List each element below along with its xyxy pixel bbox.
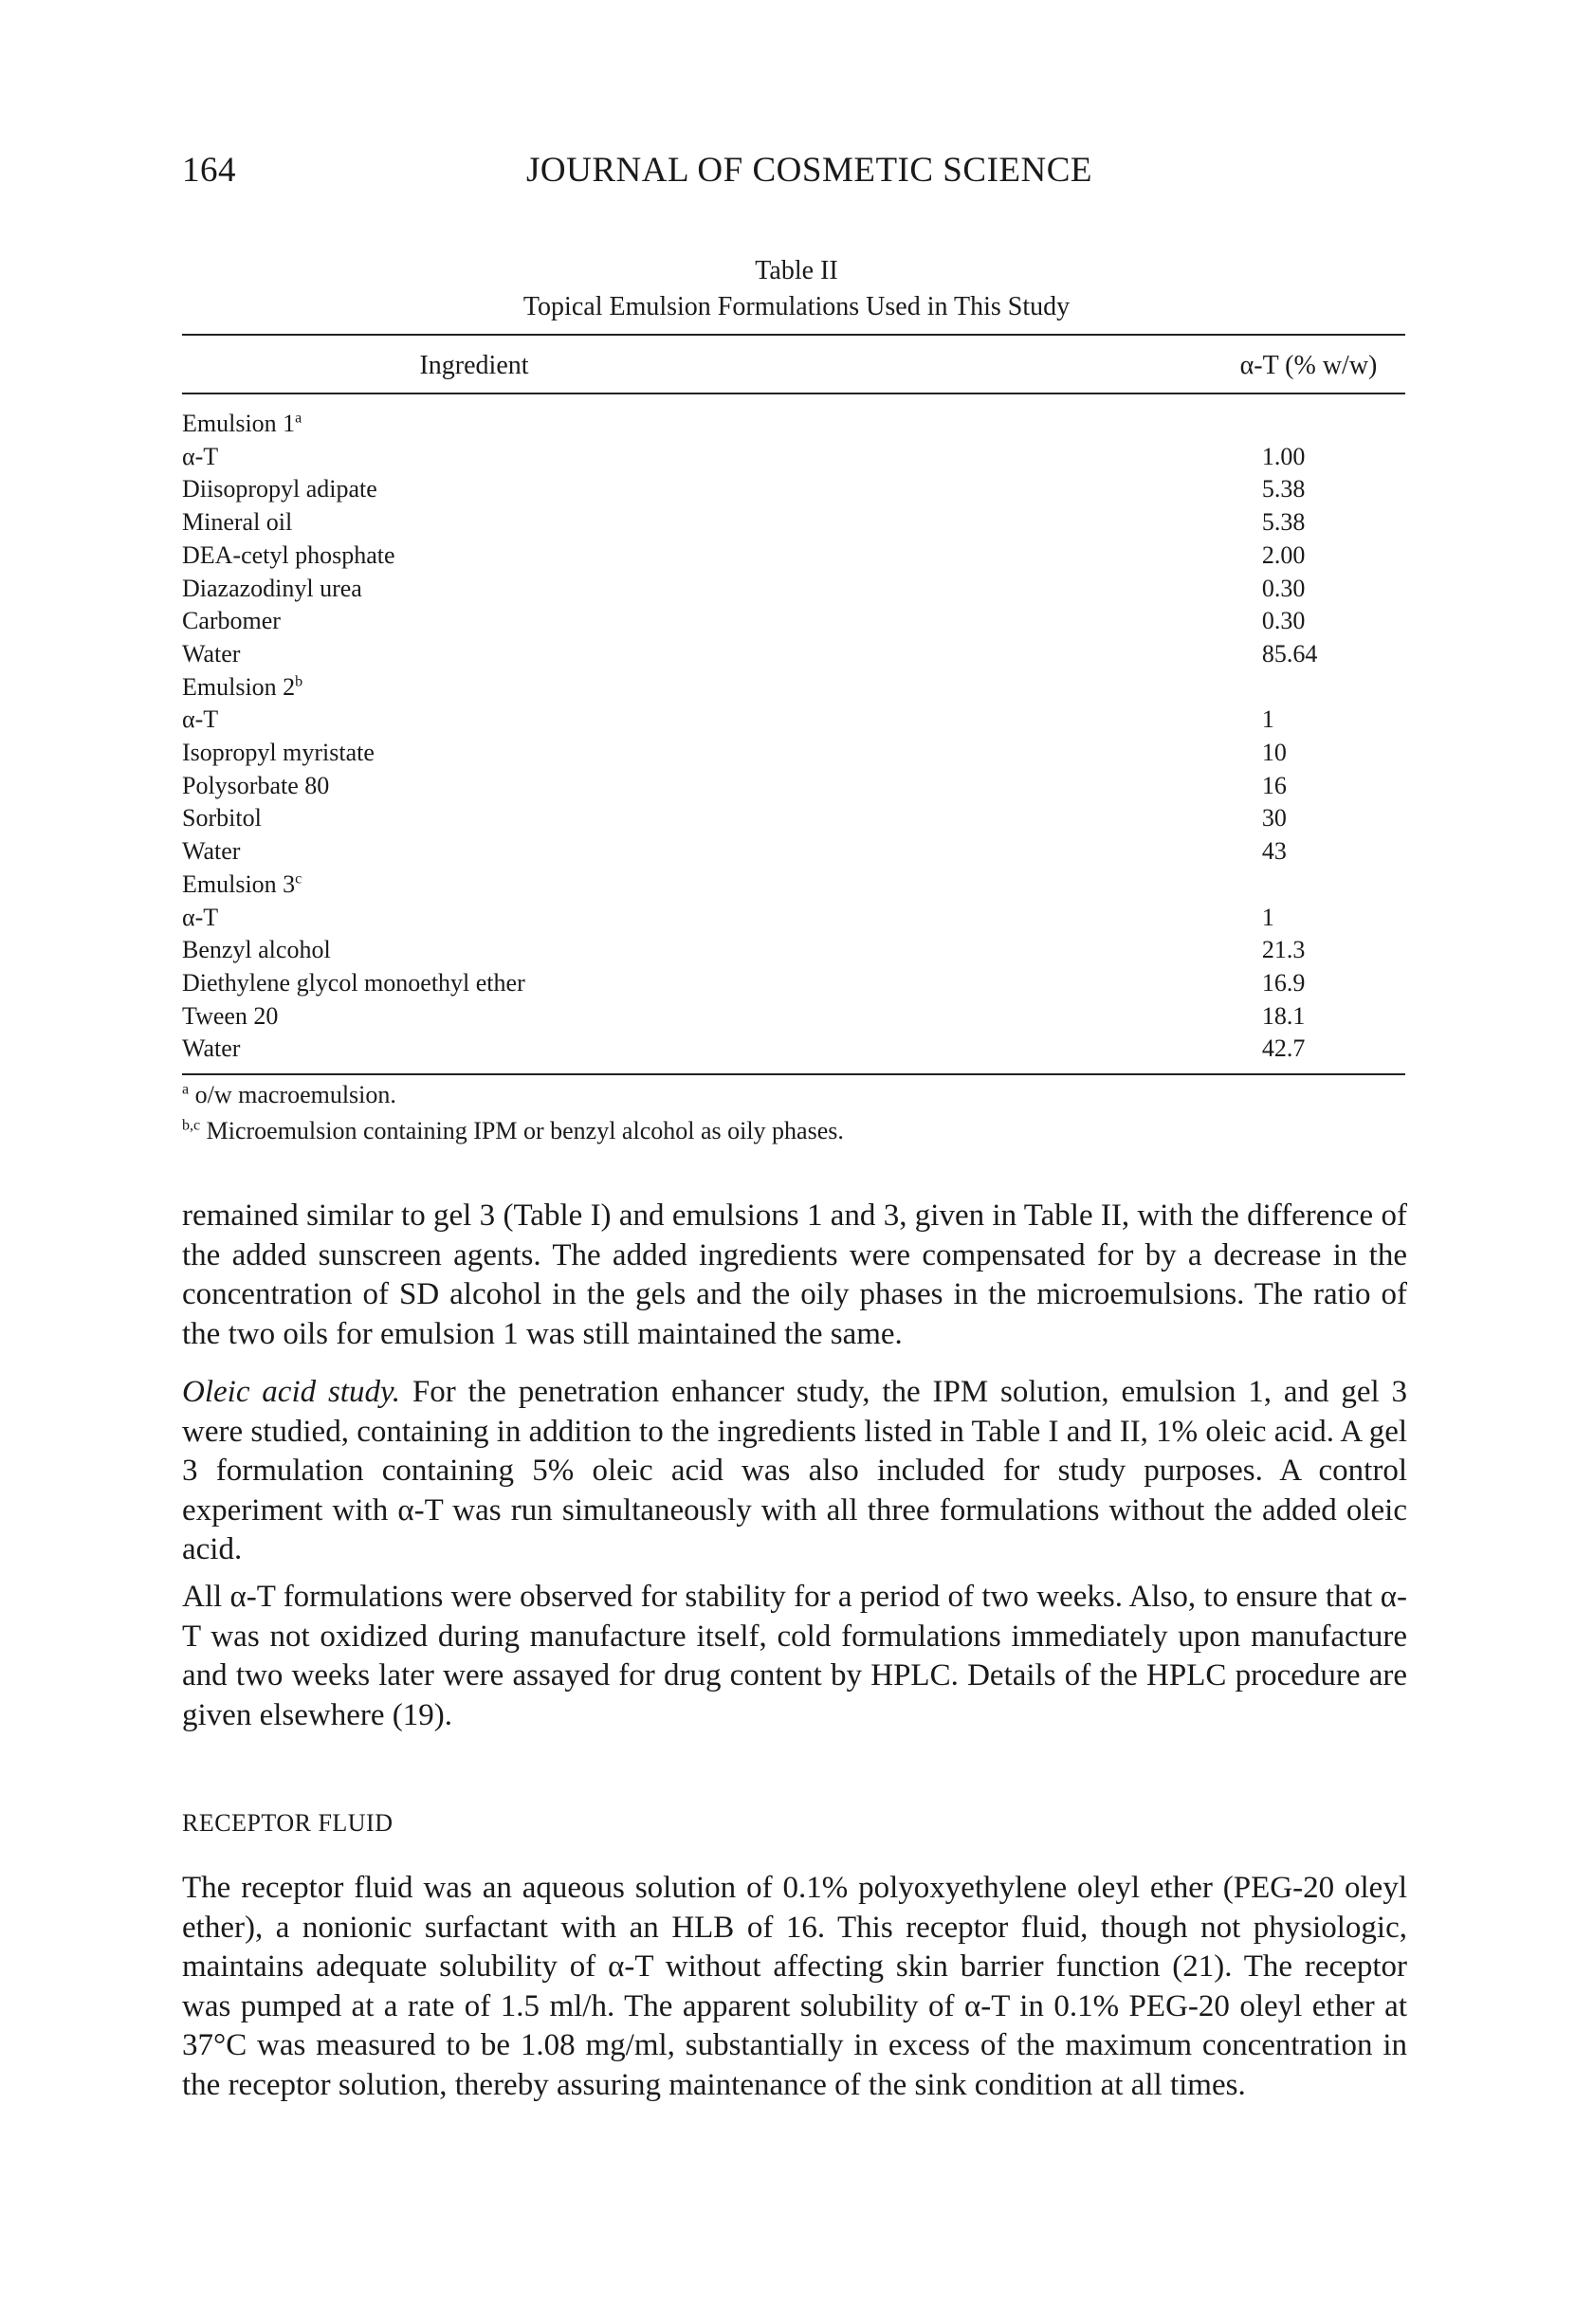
ingredient-name — [182, 1000, 1262, 1034]
column-header-value: α-T (% w/w) — [1239, 351, 1378, 380]
footnote-bc-mark: b,c — [182, 1117, 201, 1134]
table-row — [182, 506, 1405, 540]
body-paragraph-2-text: For the penetration enhancer study, the IPM solution, emulsion 1, and gel 3 were studied, containing in addition to the ingredients listed in Table I and II, 1% oleic acid. A gel 3 formulation containing 5% oleic acid was also included for study purposes. A control experiment with α-T was run simultaneously with all three formulations without the added oleic acid. — [182, 1375, 1408, 1566]
table-row — [182, 737, 1405, 770]
ingredient-name-text: Sorbitol — [182, 804, 262, 833]
table-row — [182, 1033, 1405, 1066]
ingredient-value: 42.7 — [1261, 1034, 1306, 1063]
ingredient-name — [182, 473, 1262, 506]
footnote-a-mark: a — [182, 1081, 190, 1098]
ingredient-name-text: Water — [182, 837, 241, 866]
ingredient-value: 1 — [1261, 705, 1274, 734]
table-header-rule — [182, 393, 1405, 394]
table-row — [182, 835, 1405, 869]
table-row — [182, 573, 1405, 606]
ingredient-name — [182, 638, 1262, 671]
running-header: JOURNAL OF COSMETIC SCIENCE — [526, 151, 1092, 190]
formulation-table — [182, 408, 1405, 1066]
ingredient-name — [182, 770, 1262, 803]
ingredient-name — [182, 1033, 1262, 1066]
table-row — [182, 967, 1405, 1000]
ingredient-name-text: Emulsion 2 — [182, 672, 296, 701]
ingredient-name — [182, 934, 1262, 967]
ingredient-name-text: Diisopropyl adipate — [182, 475, 377, 503]
ingredient-name-text: Isopropyl myristate — [182, 739, 375, 767]
emulsion-group-label — [182, 869, 1262, 902]
emulsion-group-label — [182, 671, 1262, 705]
ingredient-name-text: Water — [182, 1034, 241, 1063]
table-row — [182, 704, 1405, 737]
ingredient-name — [182, 704, 1262, 737]
body-paragraph-2 — [182, 1373, 1407, 1570]
ingredient-name — [182, 441, 1262, 474]
table-bottom-rule — [182, 1073, 1405, 1075]
ingredient-name-text: Water — [182, 639, 241, 668]
ingredient-name — [182, 902, 1262, 935]
ingredient-value: 5.38 — [1261, 475, 1306, 503]
body-paragraph-3: All α-T formulations were observed for stability for a period of two weeks. Also, to ensure that α-T was not oxidized during manufacture itself, cold formulations immediately upon manufacture and two weeks later were assayed for drug content by HPLC. Details of the HPLC procedure are given elsewhere (19). — [182, 1580, 1407, 1732]
body-paragraph-1: remained similar to gel 3 (Table I) and emulsions 1 and 3, given in Table II, with the difference of the added sunscreen agents. The added ingredients were compensated for by a decrease in the concentration of SD alcohol in the gels and the oily phases in the microemulsions. The ratio of the two oils for emulsion 1 was still maintained the same. — [182, 1199, 1407, 1351]
ingredient-name — [182, 605, 1262, 638]
ingredient-name — [182, 802, 1262, 835]
ingredient-value — [1262, 408, 1405, 441]
table-row — [182, 473, 1405, 506]
ingredient-value: 30 — [1261, 804, 1287, 833]
ingredient-name — [182, 540, 1262, 573]
ingredient-name-text: Carbomer — [182, 607, 281, 635]
section-heading: RECEPTOR FLUID — [182, 1809, 394, 1837]
footnote-a — [182, 1081, 396, 1109]
table-caption: Topical Emulsion Formulations Used in This Study — [522, 292, 1071, 321]
footnote-marker: c — [295, 870, 302, 888]
ingredient-name-text: Polysorbate 80 — [182, 771, 330, 799]
ingredient-value: 18.1 — [1261, 1001, 1306, 1030]
ingredient-value — [1262, 671, 1405, 705]
table-row — [182, 605, 1405, 638]
table-row — [182, 770, 1405, 803]
ingredient-value: 21.3 — [1261, 936, 1306, 964]
ingredient-name-text: DEA-cetyl phosphate — [182, 540, 395, 569]
table-row — [182, 540, 1405, 573]
table-row — [182, 902, 1405, 935]
subsection-title: Oleic acid study. — [182, 1375, 401, 1409]
footnote-a-text: o/w macroemulsion. — [194, 1081, 396, 1108]
ingredient-value: 1 — [1261, 903, 1274, 931]
table-title: Table II — [755, 256, 838, 285]
ingredient-value: 2.00 — [1261, 540, 1306, 569]
ingredient-value: 85.64 — [1261, 639, 1318, 668]
ingredient-name-text: Benzyl alcohol — [182, 936, 331, 964]
ingredient-name-text: Mineral oil — [182, 508, 293, 537]
ingredient-name-text: α-T — [182, 705, 219, 734]
ingredient-value: 0.30 — [1261, 607, 1306, 635]
table-row — [182, 671, 1405, 705]
table-row — [182, 638, 1405, 671]
table-row — [182, 869, 1405, 902]
ingredient-name-text: Emulsion 1 — [182, 410, 296, 437]
ingredient-name-text: α-T — [182, 903, 219, 931]
ingredient-name-text: Diethylene glycol monoethyl ether — [182, 968, 525, 997]
ingredient-name — [182, 506, 1262, 540]
ingredient-value: 5.38 — [1261, 508, 1306, 537]
table-row — [182, 802, 1405, 835]
ingredient-value: 10 — [1261, 739, 1287, 767]
table-row — [182, 441, 1405, 474]
ingredient-name — [182, 835, 1262, 869]
footnote-bc-text: Microemulsion containing IPM or benzyl alcohol as oily phases. — [206, 1117, 844, 1144]
body-paragraph-4: The receptor fluid was an aqueous solution of 0.1% polyoxyethylene oleyl ether (PEG-20 oleyl ether), a nonionic surfactant with an HLB of 16. This receptor fluid, though not physiologic, maintains adequate solubility of α-T without affecting skin barrier function (21). The receptor was pumped at a rate of 1.5 ml/h. The apparent solubility of α-T in 0.1% PEG-20 oleyl ether at 37°C was measured to be 1.08 mg/ml, substantially in excess of the maximum concentration in the receptor solution, thereby assuring maintenance of the sink condition at all times. — [182, 1871, 1407, 2102]
emulsion-group-label — [182, 408, 1262, 441]
ingredient-value: 16 — [1261, 771, 1287, 799]
ingredient-value: 1.00 — [1261, 442, 1306, 470]
table-row — [182, 1000, 1405, 1034]
column-header-ingredient: Ingredient — [419, 351, 529, 380]
ingredient-value — [1262, 869, 1405, 902]
ingredient-value: 0.30 — [1261, 574, 1306, 602]
footnote-bc — [182, 1117, 844, 1145]
ingredient-name-text: Tween 20 — [182, 1001, 279, 1030]
ingredient-name — [182, 967, 1262, 1000]
table-row — [182, 408, 1405, 441]
footnote-marker: b — [295, 672, 303, 689]
ingredient-name-text: α-T — [182, 442, 219, 470]
ingredient-name — [182, 573, 1262, 606]
ingredient-name-text: Emulsion 3 — [182, 869, 296, 898]
ingredient-value: 16.9 — [1261, 968, 1306, 997]
table-row — [182, 934, 1405, 967]
ingredient-name — [182, 737, 1262, 770]
ingredient-value: 43 — [1261, 837, 1287, 866]
page-number: 164 — [182, 151, 236, 190]
table-top-rule — [182, 334, 1405, 336]
footnote-marker: a — [295, 410, 302, 427]
ingredient-name-text: Diazazodinyl urea — [182, 574, 362, 602]
